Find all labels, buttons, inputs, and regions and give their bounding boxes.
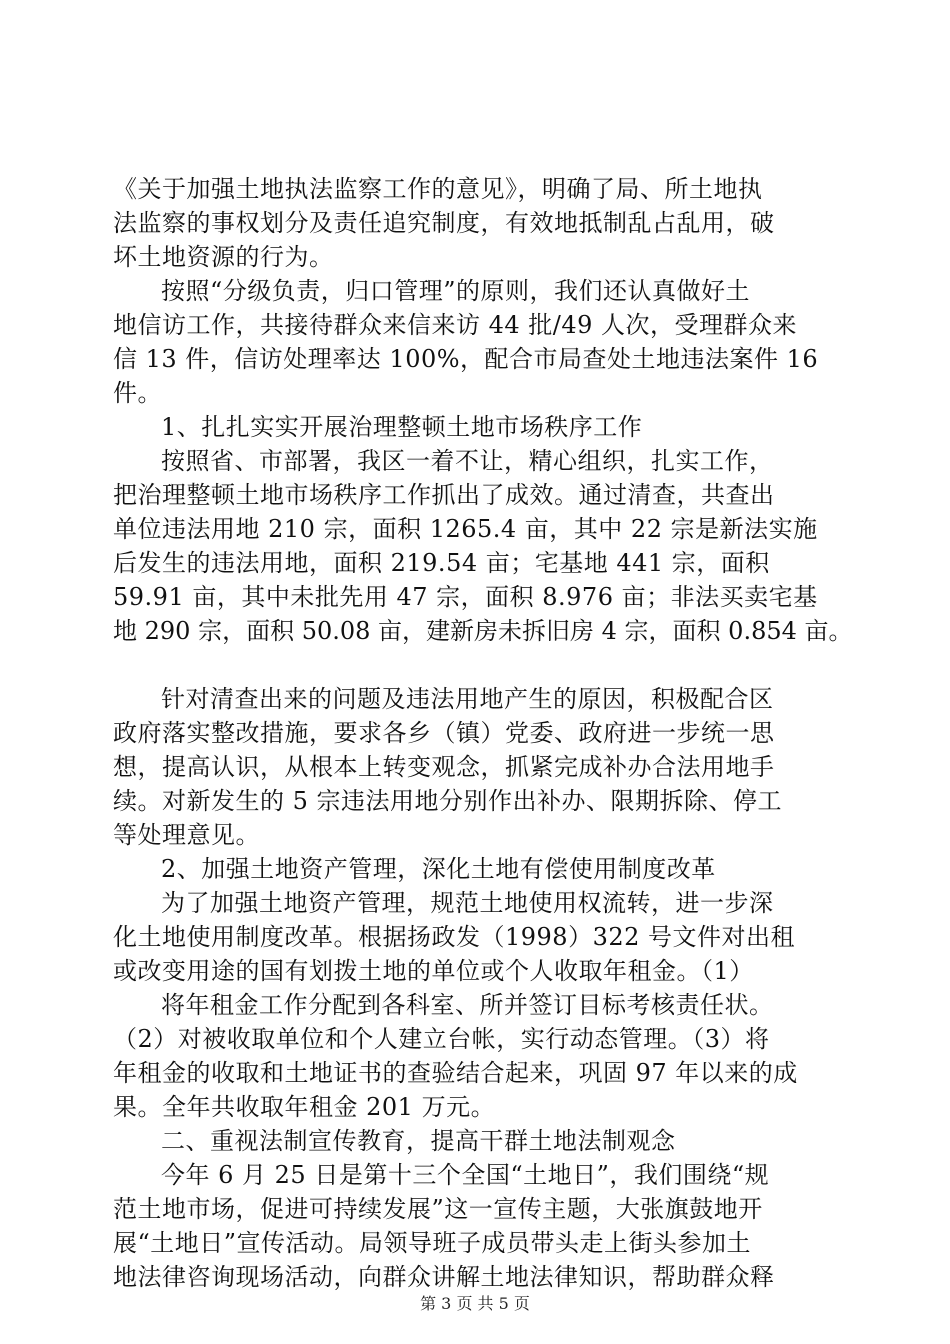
text-line: 将年租金工作分配到各科室、所并签订目标考核责任状。 — [161, 991, 774, 1019]
text-line: 地信访工作，共接待群众来信来访 44 批/49 人次，受理群众来 — [113, 311, 798, 339]
text-line: 法监察的事权划分及责任追究制度，有效地抵制乱占乱用，破 — [113, 209, 775, 237]
text-line: 地 290 宗，面积 50.08 亩，建新房未拆旧房 4 宗，面积 0.854 亩。 — [113, 617, 853, 645]
section-heading: 2、加强土地资产管理，深化土地有偿使用制度改革 — [161, 855, 716, 883]
text-line: 把治理整顿土地市场秩序工作抓出了成效。通过清查，共查出 — [113, 481, 775, 509]
text-line: 按照省、市部署，我区一着不让，精心组织，扎实工作， — [161, 447, 774, 475]
text-line: 等处理意见。 — [113, 821, 260, 849]
text-line: 果。全年共收取年租金 201 万元。 — [113, 1093, 496, 1121]
text-line: 政府落实整改措施，要求各乡（镇）党委、政府进一步统一思 — [113, 719, 775, 747]
text-line: 59.91 亩，其中未批先用 47 宗，面积 8.976 亩；非法买卖宅基 — [113, 583, 818, 611]
section-heading: 二、重视法制宣传教育，提高干群土地法制观念 — [161, 1127, 676, 1155]
text-line: 范土地市场，促进可持续发展”这一宣传主题，大张旗鼓地开 — [113, 1195, 763, 1223]
text-line: 《关于加强土地执法监察工作的意见》，明确了局、所土地执 — [113, 175, 763, 203]
text-line: 信 13 件，信访处理率达 100%，配合市局查处土地违法案件 16 — [113, 345, 819, 373]
text-line: 或改变用途的国有划拨土地的单位或个人收取年租金。（1） — [113, 957, 754, 985]
text-line: 为了加强土地资产管理，规范土地使用权流转，进一步深 — [161, 889, 774, 917]
text-line: 单位违法用地 210 宗，面积 1265.4 亩，其中 22 宗是新法实施 — [113, 515, 818, 543]
text-line: 按照“分级负责，归口管理”的原则，我们还认真做好土 — [161, 277, 751, 305]
text-line: （2）对被收取单位和个人建立台帐，实行动态管理。（3）将 — [113, 1025, 770, 1053]
text-line: 今年 6 月 25 日是第十三个全国“土地日”，我们围绕“规 — [161, 1161, 770, 1189]
page-number-footer: 第 3 页 共 5 页 — [420, 1294, 530, 1313]
text-line: 件。 — [113, 379, 162, 407]
text-line: 想，提高认识，从根本上转变观念，抓紧完成补办合法用地手 — [113, 753, 775, 781]
text-line: 针对清查出来的问题及违法用地产生的原因，积极配合区 — [161, 685, 774, 713]
text-line: 年租金的收取和土地证书的查验结合起来，巩固 97 年以来的成 — [113, 1059, 798, 1087]
section-heading: 1、扎扎实实开展治理整顿土地市场秩序工作 — [161, 413, 643, 441]
text-line: 续。对新发生的 5 宗违法用地分别作出补办、限期拆除、停工 — [113, 787, 783, 815]
text-line: 地法律咨询现场活动，向群众讲解土地法律知识，帮助群众释 — [113, 1263, 775, 1291]
text-line: 后发生的违法用地，面积 219.54 亩；宅基地 441 宗，面积 — [113, 549, 770, 577]
text-line: 化土地使用制度改革。根据扬政发（1998）322 号文件对出租 — [113, 923, 796, 951]
text-line: 展“土地日”宣传活动。局领导班子成员带头走上街头参加土 — [113, 1229, 752, 1257]
text-line: 坏土地资源的行为。 — [113, 243, 334, 271]
